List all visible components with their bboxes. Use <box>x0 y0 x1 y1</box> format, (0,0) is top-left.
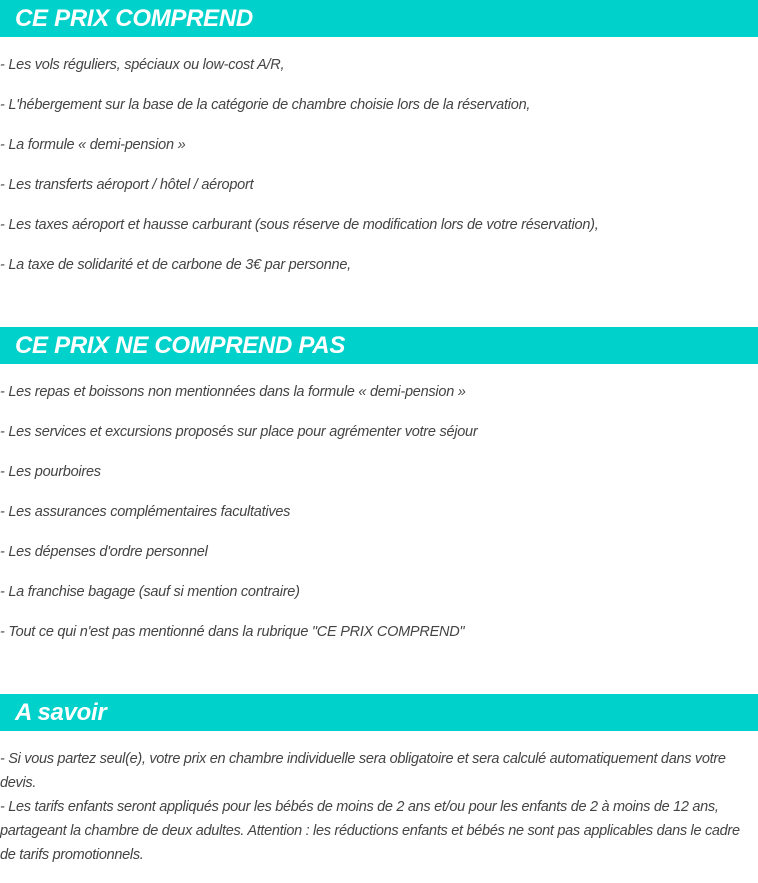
list-item: - La franchise bagage (sauf si mention contraire) <box>0 584 300 600</box>
list-item: - Les transferts aéroport / hôtel / aéroport <box>0 177 254 193</box>
info-paragraph: - Si vous partez seul(e), votre prix en chambre individuelle sera obligatoire et sera calculé automatiquement dans votre devis. <box>0 751 726 791</box>
list-item: - Les assurances complémentaires facultatives <box>0 504 291 520</box>
list-item: - Les repas et boissons non mentionnées dans la formule « demi-pension » <box>0 384 466 400</box>
list-item: - L'hébergement sur la base de la catégorie de chambre choisie lors de la réservation, <box>0 97 531 113</box>
list-item: - La taxe de solidarité et de carbone de 3€ par personne, <box>0 257 351 273</box>
list-item: - Les taxes aéroport et hausse carburant (sous réserve de modification lors de votre réservation), <box>0 217 599 233</box>
section-header-good-to-know: A savoir <box>0 694 758 731</box>
list-item: - Les pourboires <box>0 464 101 480</box>
list-item: - Les dépenses d'ordre personnel <box>0 544 208 560</box>
list-item: - La formule « demi-pension » <box>0 137 186 153</box>
list-item: - Les services et excursions proposés sur place pour agrémenter votre séjour <box>0 424 478 440</box>
info-paragraph: - Les tarifs enfants seront appliqués pour les bébés de moins de 2 ans et/ou pour les enfants de 2 à moins de 12 ans, partageant la chambre de deux adultes. Attention : les réductions enfants et bébés ne sont pas applicables dans le cadre de tarifs promotionnels. <box>0 799 740 863</box>
section-header-price-excludes: CE PRIX NE COMPREND PAS <box>0 327 758 364</box>
section-header-price-includes: CE PRIX COMPREND <box>0 0 758 37</box>
list-item: - Tout ce qui n'est pas mentionné dans la rubrique "CE PRIX COMPREND" <box>0 624 465 640</box>
list-item: - Les vols réguliers, spéciaux ou low-cost A/R, <box>0 57 285 73</box>
